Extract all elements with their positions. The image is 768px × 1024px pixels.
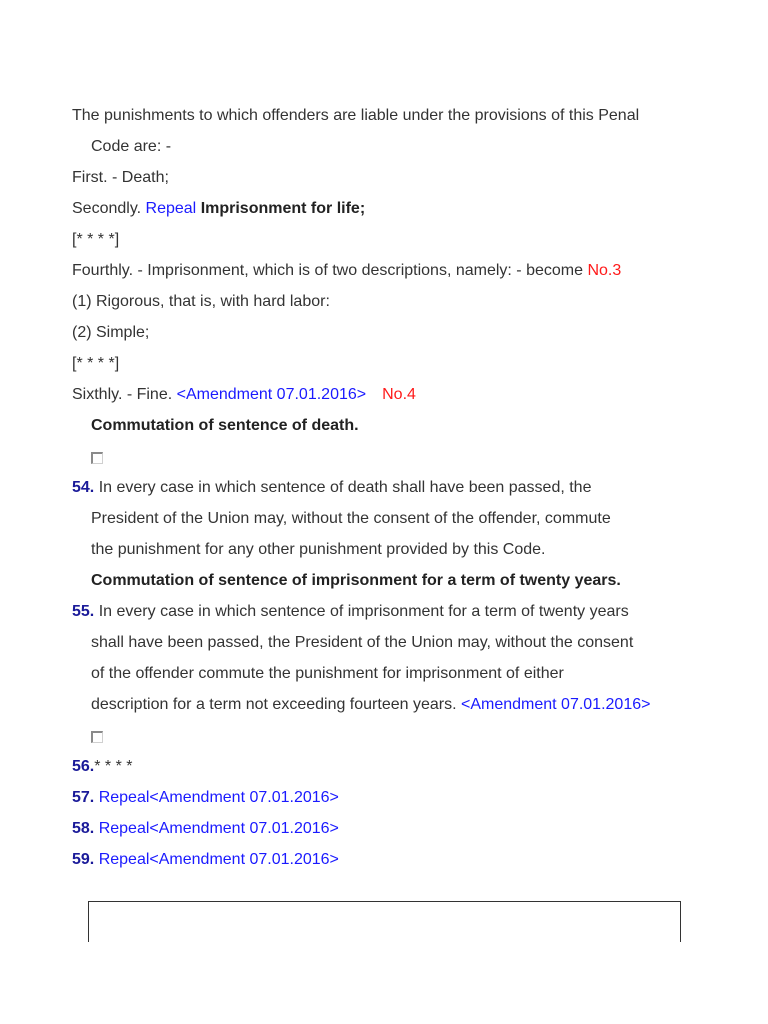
section-55-line-1 <box>72 596 692 627</box>
section-55-heading-text: Commutation of sentence of imprisonment for a term of twenty years. <box>91 572 621 589</box>
omission-1-text: [* * * *] <box>72 231 120 248</box>
checkbox-icon[interactable] <box>91 452 103 464</box>
section-57 <box>72 782 692 813</box>
note-no4[interactable]: No.4 <box>382 386 416 403</box>
section-56-text: * * * * <box>94 758 133 775</box>
item-simple-text: (2) Simple; <box>72 324 150 341</box>
item-secondly-bold: Imprisonment for life; <box>200 200 366 217</box>
item-rigorous-text: (1) Rigorous, that is, with hard labor: <box>72 293 330 310</box>
section-55-text-3: of the offender commute the punishment for imprisonment of either <box>91 665 564 682</box>
section-54-toggle-row <box>72 441 692 472</box>
omission-2-text: [* * * *] <box>72 355 120 372</box>
section-54-text-3: the punishment for any other punishment provided by this Code. <box>91 541 546 558</box>
intro-line-1 <box>72 100 692 131</box>
section-55-text-4: description for a term not exceeding fourteen years. <box>91 696 457 713</box>
intro-text-2: Code are: - <box>91 138 172 155</box>
amendment-link-55[interactable]: <Amendment 07.01.2016> <box>460 696 651 713</box>
section-57-repeal-link[interactable]: Repeal<Amendment 07.01.2016> <box>98 789 339 806</box>
section-56-number[interactable]: 56. <box>72 758 95 775</box>
section-55-line-4 <box>72 689 692 720</box>
omission-1 <box>72 224 692 255</box>
note-no3[interactable]: No.3 <box>587 262 622 279</box>
document-body <box>72 100 692 875</box>
section-58-number[interactable]: 58. <box>72 820 95 837</box>
section-59 <box>72 844 692 875</box>
section-55-toggle-row <box>72 720 692 751</box>
section-56 <box>72 751 692 782</box>
section-55-text-1: In every case in which sentence of imprisonment for a term of twenty years <box>98 603 629 620</box>
empty-frame <box>88 901 681 942</box>
section-54-line-2 <box>72 503 692 534</box>
item-first <box>72 162 692 193</box>
section-54-text-2: President of the Union may, without the consent of the offender, commute <box>91 510 611 527</box>
omission-2 <box>72 348 692 379</box>
item-secondly <box>72 193 692 224</box>
intro-line-2 <box>72 131 692 162</box>
section-54-line-3 <box>72 534 692 565</box>
item-secondly-prefix: Secondly. <box>72 200 142 217</box>
section-54-heading-text: Commutation of sentence of death. <box>91 417 359 434</box>
section-58-repeal-link[interactable]: Repeal<Amendment 07.01.2016> <box>98 820 339 837</box>
section-54-number[interactable]: 54. <box>72 479 95 496</box>
checkbox-icon[interactable] <box>91 731 103 743</box>
section-55-line-3 <box>72 658 692 689</box>
section-58 <box>72 813 692 844</box>
section-59-number[interactable]: 59. <box>72 851 95 868</box>
amendment-link-sixthly[interactable]: <Amendment 07.01.2016> <box>176 386 367 403</box>
item-simple <box>72 317 692 348</box>
item-fourthly <box>72 255 692 286</box>
section-55-heading <box>72 565 692 596</box>
item-sixthly-text: Sixthly. - Fine. <box>72 386 173 403</box>
item-fourthly-text: Fourthly. - Imprisonment, which is of two descriptions, namely: - become <box>72 262 583 279</box>
item-rigorous <box>72 286 692 317</box>
section-54-heading <box>72 410 692 441</box>
section-57-number[interactable]: 57. <box>72 789 95 806</box>
section-55-line-2 <box>72 627 692 658</box>
item-first-text: First. - Death; <box>72 169 169 186</box>
section-59-repeal-link[interactable]: Repeal<Amendment 07.01.2016> <box>98 851 339 868</box>
section-55-text-2: shall have been passed, the President of the Union may, without the consent <box>91 634 634 651</box>
section-54-text-1: In every case in which sentence of death shall have been passed, the <box>98 479 592 496</box>
intro-text-1: The punishments to which offenders are liable under the provisions of this Penal <box>72 107 640 124</box>
repeal-link[interactable]: Repeal <box>145 200 197 217</box>
section-55-number[interactable]: 55. <box>72 603 95 620</box>
section-54-line-1 <box>72 472 692 503</box>
item-sixthly <box>72 379 692 410</box>
